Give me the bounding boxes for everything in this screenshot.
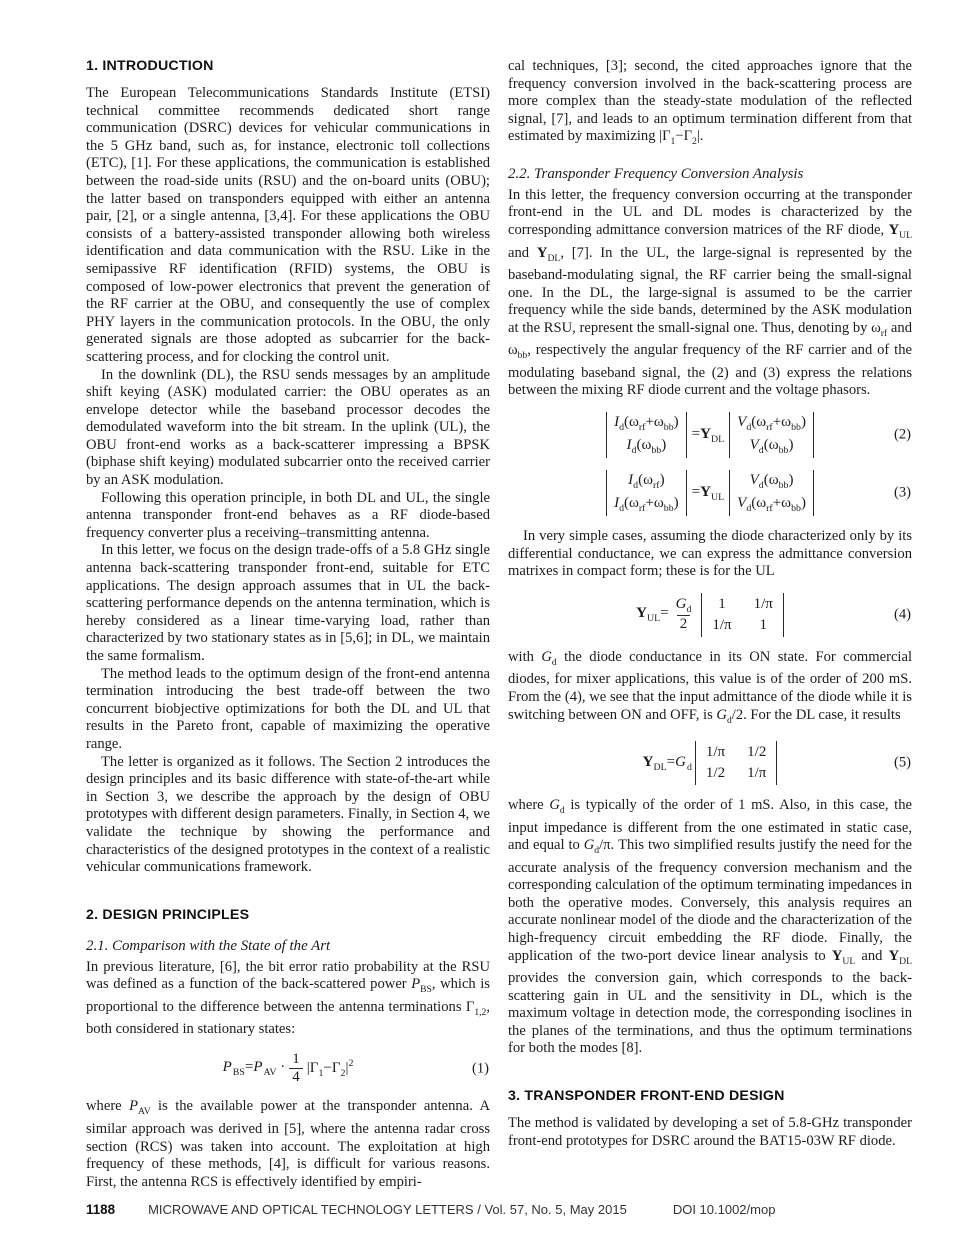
equation-1-fraction — [289, 1051, 303, 1087]
vector-row: $I_d(\omega_{rf}+\omega_{bb})$ — [614, 414, 679, 434]
intro-paragraph-3: Following this operation principle, in both DL and UL, the single antenna transponder front-end behaves as a RF diode-based frequency converter plus a receiving–transmitting antenna. — [86, 489, 490, 541]
two-column-layout — [86, 58, 912, 1191]
vector-row: $V_d(\omega_{bb})$ — [749, 437, 794, 457]
equation-3-voltage-vector — [729, 470, 814, 516]
equation-1 — [86, 1051, 490, 1087]
vector-row: $V_d(\omega_{bb})$ — [749, 472, 794, 492]
section-2-2-paragraph-4: where $G_d$ is typically of the order of 1 mS. Also, in this case, the input impedance is different from the one estimated in static case, and equal to $G_d/\pi$. This two simplified results justify the need for the accurate analysis of the frequency conversion mechanism and the corresponding calculation of the optimum terminating impedances in both the operative modes. Conversely, this analysis requires an accurate nonlinear model of the diode and the characterization of the high-frequency circuit embedding the RF diode. Finally, the application of the two-port device linear analysis to $Y_{UL}$ and $Y_{DL}$ provides the conversion gain, which corresponds to the back-scattering gain in UL and the sensitivity in DL, which is the maximum voltage in detection mode, the corresponding isoclines in the planes of the terminations, and thus the optimum terminations for both the modes [8]. — [508, 797, 912, 1057]
equation-2 — [508, 412, 912, 458]
equation-4-lhs: $Y_{UL}=$ — [636, 605, 669, 625]
matrix-cell: 1/2 — [747, 744, 767, 760]
doi-label: DOI 10.1002/mop — [672, 1202, 776, 1217]
equation-2-operator: $=Y_{DL}$ — [691, 425, 725, 445]
equation-1-lhs: $P_{BS}=P_{AV}$ · — [222, 1059, 286, 1079]
intro-paragraph-5: The method leads to the optimum design of the front-end antenna termination introducing the best trade-off between the two concurrent biobjective optimizations for both the DL and UL that results in the Pareto front, capable of maximizing the operative range. — [86, 665, 490, 752]
right-column — [508, 58, 912, 1191]
equation-3-current-vector — [606, 470, 687, 516]
section-1-heading: 1. INTRODUCTION — [86, 58, 214, 74]
equation-2-number: (2) — [893, 426, 911, 443]
matrix-cell: 1/π — [705, 744, 726, 760]
page-footer — [86, 1202, 912, 1217]
equation-4-number: (4) — [893, 606, 911, 623]
section-2-1-heading: 2.1. Comparison with the State of the Art — [86, 937, 331, 954]
intro-paragraph-2: In the downlink (DL), the RSU sends messages by an amplitude shift keying (ASK) modulated carrier: the OBU operates as an envelope detector while the baseband processor decodes the demodulated waveform into the bit stream. In the uplink (UL), the OBU front-end works as a back-scatterer impressing a BPSK (biphase shift keying) modulated subcarrier onto the received carrier by an ASK modulation. — [86, 366, 490, 489]
section-3-paragraph-1: The method is validated by developing a set of 5.8-GHz transponder front-end prototypes for DSRC around the BAT15-03W RF diode. — [508, 1115, 912, 1149]
matrix-cell: 1 — [718, 595, 726, 612]
fraction-numerator: 1 — [292, 1050, 300, 1067]
section-2-2-heading: 2.2. Transponder Frequency Conversion Analysis — [508, 165, 804, 182]
equation-4 — [508, 593, 912, 637]
left-column — [86, 58, 490, 1191]
equation-5-matrix — [695, 741, 778, 785]
equation-4-matrix — [701, 593, 784, 637]
section-2-2-paragraph-2: In very simple cases, assuming the diode characterized only by its differential conductance, we can express the admittance conversion matrixes in compact form; these is for the UL — [508, 528, 912, 580]
fraction-numerator: $G_d$ — [675, 595, 692, 615]
matrix-cell: 1/π — [712, 616, 732, 633]
fraction-denominator: 4 — [289, 1068, 303, 1086]
equation-5-lhs: $Y_{DL}=G_d$ — [642, 753, 692, 773]
equation-2-voltage-vector — [729, 412, 814, 458]
equation-2-current-vector — [606, 412, 687, 458]
equation-3 — [508, 470, 912, 516]
intro-paragraph-1: The European Telecommunications Standards Institute (ETSI) technical committee recommends dedicated short range communication (DSRC) devices for vehicular communications in the 5 GHz band, such as, for instance, electronic toll collections (ETC), [1]. For these applications, the communication is established between the road-side units (RSU) and the on-board units (OBU); the latter based on transponders equipped with either an antenna pair, [2], or a single antenna, [3,4]. For these applications the OBU consists of a battery-assisted transponder allowing both wireless identification and data communication with the RSU. Like in the semipassive RF identification (RFID) systems, the OBU is composed of low-power electronics that prevent the generation of the RF carrier at the OBU, and consequently the use of complex PHY layers in the communication protocols. In the OBU, the only generated signals are those adopted as subcarrier for the back-scattering process, and for clocking the control unit. — [86, 85, 490, 365]
vector-row: $I_d(\omega_{rf}+\omega_{bb})$ — [614, 495, 679, 515]
journal-info: MICROWAVE AND OPTICAL TECHNOLOGY LETTERS / Vol. 57, No. 5, May 2015 — [148, 1202, 627, 1217]
vector-row: $V_d(\omega_{rf}+\omega_{bb})$ — [737, 495, 806, 515]
equation-3-number: (3) — [893, 484, 911, 501]
equation-1-rhs: $|\Gamma_1-\Gamma_2|^2$ — [306, 1058, 354, 1080]
matrix-cell: 1 — [759, 616, 767, 633]
section-2-2-paragraph-1: In this letter, the frequency conversion occurring at the transponder front-end in the UL and DL modes is characterized by the corresponding admittance conversion matrices of the RF diode, $Y_{UL}$ and $Y_{DL}$, [7]. In the UL, the large-signal is represented by the baseband-modulating signal, the RF carrier being the small-signal one. In the DL, the large-signal is assumed to be the carrier frequency while the side bands, determined by the ASK modulation at the RSU, represent the small-signal one. Thus, denoting by $\omega_{rf}$ and $\omega_{bb}$, respectively the angular frequency of the RF carrier and of the modulating baseband signal, the (2) and (3) express the relations between the mixing RF diode current and the voltage phasors. — [508, 186, 912, 399]
equation-5 — [508, 741, 912, 785]
section-2-1-paragraph-1: In previous literature, [6], the bit error ratio probability at the RSU was defined as a function of the back-scattered power $P_{BS}$, which is proportional to the difference between the antenna terminations $\Gamma_{1,2}$, both considered in stationary states: — [86, 958, 490, 1038]
vector-row: $I_d(\omega_{bb})$ — [626, 437, 667, 457]
page-number: 1188 — [86, 1202, 116, 1217]
intro-paragraph-4: In this letter, we focus on the design trade-offs of a 5.8 GHz single antenna back-scattering transponder front-end, suitable for ETC applications. The design approach assumes that in UL the back-scattering performance depends on the antenna termination, which is hereby considered as a linear time-varying load, rather than characterized by two stationary states as in [5,6]; in DL, we maintain the same formalism. — [86, 542, 490, 664]
section-3-heading: 3. TRANSPONDER FRONT-END DESIGN — [508, 1088, 785, 1105]
matrix-cell: 1/2 — [705, 765, 726, 781]
section-2-heading: 2. DESIGN PRINCIPLES — [86, 906, 250, 923]
fraction-denominator: 2 — [677, 615, 691, 633]
equation-5-number: (5) — [893, 754, 911, 771]
equation-1-number: (1) — [471, 1060, 489, 1077]
vector-row: $V_d(\omega_{rf}+\omega_{bb})$ — [737, 414, 806, 434]
matrix-cell: 1/π — [747, 765, 767, 781]
matrix-cell: 1/π — [753, 595, 773, 612]
equation-3-operator: $=Y_{UL}$ — [691, 483, 725, 503]
section-2-2-paragraph-3: with $G_d$ the diode conductance in its ON state. For commercial diodes, for mixer applications, this value is of the order of 200 mS. From the (4), we see that the input admittance of the diode while it is switching between ON and OFF, is $G_d/2$. For the DL case, it results — [508, 648, 913, 726]
intro-paragraph-6: The letter is organized as it follows. The Section 2 introduces the design principles and its basic difference with state-of-the-art while in Section 3, we describe the approach by the design of OBU prototypes with different design parameters. Finally, in Section 4, we validate the technique by showing the performance and characteristics of the designed prototypes in the context of a realistic vehicular communications framework. — [86, 753, 490, 876]
vector-row: $I_d(\omega_{rf})$ — [628, 472, 665, 492]
section-2-1-paragraph-2: where $P_{AV}$ is the available power at the transponder antenna. A similar approach was derived in [5], where the antenna radar cross section (RCS) was taken into account. The exploitation at high frequency of these methods, [4], is difficult for various reasons. First, the antenna RCS is effectively identified by empiri- — [86, 1098, 490, 1190]
equation-4-fraction — [673, 596, 695, 634]
continuation-paragraph: cal techniques, [3]; second, the cited approaches ignore that the frequency conversion involved in the back-scattering process are more complex than the steady-state modulation of the reflected signal, [7], and leads to an optimum termination different from that estimated by maximizing $|\Gamma_1-\Gamma_2|$. — [508, 58, 912, 148]
